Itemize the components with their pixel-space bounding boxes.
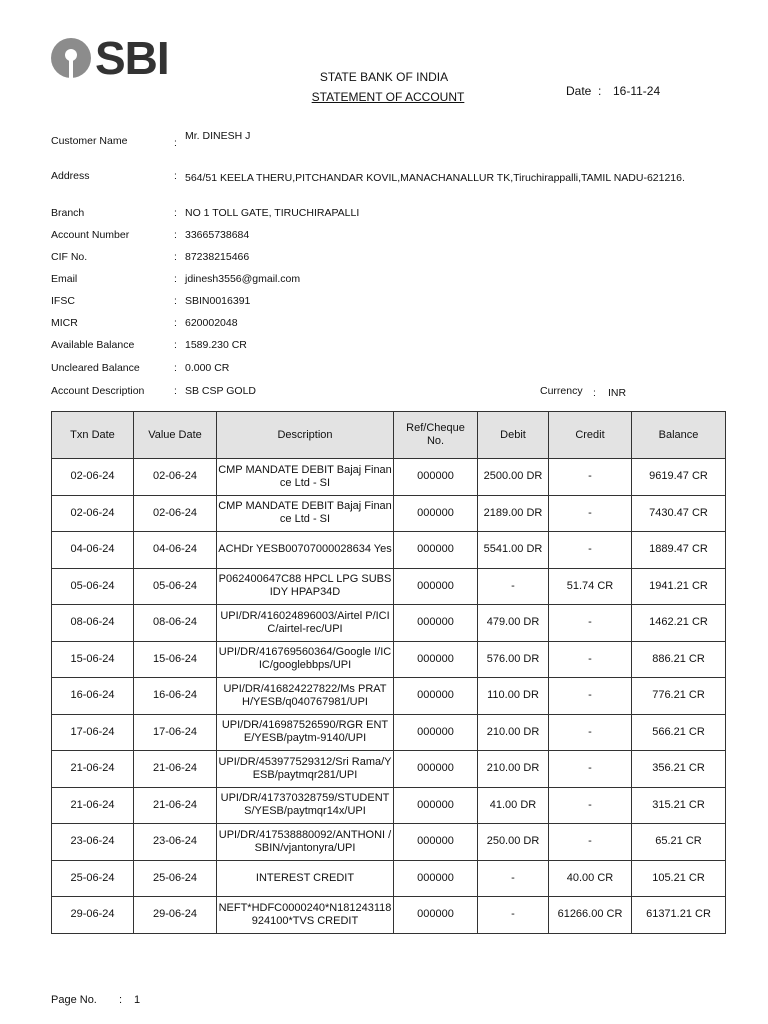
cell-value-date: 23-06-24: [134, 824, 217, 861]
cell-txn-date: 21-06-24: [52, 751, 134, 788]
cell-value-date: 15-06-24: [134, 641, 217, 678]
address-row: [0, 170, 768, 186]
transactions-table: [51, 411, 726, 934]
account-number-value: 33665738684: [185, 229, 250, 241]
cell-balance: 1941.21 CR: [632, 568, 726, 605]
field-separator: :: [174, 170, 177, 182]
cell-txn-date: 15-06-24: [52, 641, 134, 678]
cell-ref-cheque-no: 000000: [394, 532, 478, 569]
micr-row: [0, 317, 768, 333]
currency-value: INR: [608, 387, 627, 399]
cell-ref-cheque-no: 000000: [394, 495, 478, 532]
cell-description: UPI/DR/417538880092/ANTHONI /SBIN/vjantonyra/UPI: [217, 824, 394, 861]
cell-description: UPI/DR/416824227822/Ms PRATH/YESB/q040767981/UPI: [217, 678, 394, 715]
cell-txn-date: 05-06-24: [52, 568, 134, 605]
field-separator: :: [174, 207, 177, 219]
available-balance-value: 1589.230 CR: [185, 339, 247, 351]
cell-ref-cheque-no: 000000: [394, 897, 478, 934]
table-row: [52, 714, 726, 751]
table-row: [52, 787, 726, 824]
column-header-debit: Debit: [478, 412, 549, 459]
cell-debit: 2500.00 DR: [478, 459, 549, 496]
sbi-logo-text: SBI: [95, 32, 169, 84]
field-separator: :: [174, 317, 177, 329]
cell-balance: 7430.47 CR: [632, 495, 726, 532]
cell-ref-cheque-no: 000000: [394, 751, 478, 788]
field-separator: :: [174, 339, 177, 351]
ifsc-row: [0, 295, 768, 311]
uncleared-balance-value: 0.000 CR: [185, 362, 230, 374]
currency-separator: :: [593, 387, 596, 399]
cell-description: NEFT*HDFC0000240*N181243118924100*TVS CREDIT: [217, 897, 394, 934]
cell-credit: -: [549, 787, 632, 824]
date-separator: :: [598, 84, 602, 98]
cell-description: UPI/DR/416024896003/Airtel P/ICIC/airtel-rec/UPI: [217, 605, 394, 642]
available-balance-label: Available Balance: [51, 339, 135, 351]
cell-txn-date: 04-06-24: [52, 532, 134, 569]
column-header-value-date: Value Date: [134, 412, 217, 459]
table-header-row: [52, 412, 726, 459]
account-number-label: Account Number: [51, 229, 130, 241]
cell-txn-date: 02-06-24: [52, 495, 134, 532]
cell-balance: 315.21 CR: [632, 787, 726, 824]
cell-txn-date: 02-06-24: [52, 459, 134, 496]
branch-label: Branch: [51, 207, 85, 219]
cell-ref-cheque-no: 000000: [394, 459, 478, 496]
cell-credit: -: [549, 824, 632, 861]
cell-balance: 356.21 CR: [632, 751, 726, 788]
cell-credit: -: [549, 714, 632, 751]
uncleared-balance-row: [0, 362, 768, 378]
cell-ref-cheque-no: 000000: [394, 787, 478, 824]
cell-txn-date: 17-06-24: [52, 714, 134, 751]
table-row: [52, 897, 726, 934]
cell-balance: 65.21 CR: [632, 824, 726, 861]
table-row: [52, 605, 726, 642]
cell-balance: 566.21 CR: [632, 714, 726, 751]
cell-debit: 250.00 DR: [478, 824, 549, 861]
table-row: [52, 532, 726, 569]
account-description-value: SB CSP GOLD: [185, 385, 256, 397]
cell-description: ACHDr YESB00707000028634 Yes: [217, 532, 394, 569]
cell-txn-date: 29-06-24: [52, 897, 134, 934]
cell-credit: -: [549, 641, 632, 678]
cell-value-date: 02-06-24: [134, 459, 217, 496]
cell-ref-cheque-no: 000000: [394, 860, 478, 897]
cell-debit: 5541.00 DR: [478, 532, 549, 569]
field-separator: :: [174, 385, 177, 397]
field-separator: :: [174, 251, 177, 263]
page-number-separator: :: [119, 994, 123, 1006]
field-separator: :: [174, 137, 177, 149]
page-number-label: Page No.: [51, 994, 97, 1006]
cell-balance: 61371.21 CR: [632, 897, 726, 934]
email-row: [0, 273, 768, 289]
cell-txn-date: 25-06-24: [52, 860, 134, 897]
cell-debit: 41.00 DR: [478, 787, 549, 824]
cell-credit: -: [549, 678, 632, 715]
cell-txn-date: 16-06-24: [52, 678, 134, 715]
customer-name-row: [0, 130, 768, 149]
statement-date: 16-11-24: [613, 84, 661, 98]
cell-description: INTEREST CREDIT: [217, 860, 394, 897]
table-row: [52, 824, 726, 861]
cell-debit: 110.00 DR: [478, 678, 549, 715]
cell-txn-date: 23-06-24: [52, 824, 134, 861]
table-row: [52, 751, 726, 788]
ifsc-label: IFSC: [51, 295, 75, 307]
column-header-ref-cheque-no: Ref/Cheque No.: [394, 412, 478, 459]
cell-credit: -: [549, 459, 632, 496]
micr-value: 620002048: [185, 317, 238, 329]
account-description-row: [0, 385, 768, 401]
table-row: [52, 860, 726, 897]
field-separator: :: [174, 229, 177, 241]
cell-ref-cheque-no: 000000: [394, 714, 478, 751]
cell-balance: 105.21 CR: [632, 860, 726, 897]
cell-value-date: 29-06-24: [134, 897, 217, 934]
cif-row: [0, 251, 768, 267]
email-label: Email: [51, 273, 78, 285]
cell-description: UPI/DR/417370328759/STUDENTS/YESB/paytmqr14x/UPI: [217, 787, 394, 824]
cell-debit: -: [478, 897, 549, 934]
uncleared-balance-label: Uncleared Balance: [51, 362, 140, 374]
cell-txn-date: 21-06-24: [52, 787, 134, 824]
column-header-txn-date: Txn Date: [52, 412, 134, 459]
cell-value-date: 21-06-24: [134, 787, 217, 824]
field-separator: :: [174, 362, 177, 374]
address-label: Address: [51, 170, 90, 182]
cell-value-date: 05-06-24: [134, 568, 217, 605]
cif-label: CIF No.: [51, 251, 88, 263]
field-separator: :: [174, 273, 177, 285]
account-description-label: Account Description: [51, 385, 145, 397]
cell-ref-cheque-no: 000000: [394, 605, 478, 642]
cell-credit: -: [549, 751, 632, 788]
date-label: Date: [566, 84, 592, 98]
email-value: jdinesh3556@gmail.com: [185, 273, 301, 285]
cell-balance: 776.21 CR: [632, 678, 726, 715]
column-header-balance: Balance: [632, 412, 726, 459]
table-body: [52, 459, 726, 934]
branch-row: [0, 207, 768, 223]
column-header-description: Description: [217, 412, 394, 459]
cell-credit: -: [549, 495, 632, 532]
customer-name-value: Mr. DINESH J: [185, 130, 251, 142]
cell-credit: 40.00 CR: [549, 860, 632, 897]
cell-txn-date: 08-06-24: [52, 605, 134, 642]
cif-value: 87238215466: [185, 251, 250, 263]
cell-debit: 210.00 DR: [478, 714, 549, 751]
branch-value: NO 1 TOLL GATE, TIRUCHIRAPALLI: [185, 207, 360, 219]
cell-description: UPI/DR/416987526590/RGR ENTE/YESB/paytm-9140/UPI: [217, 714, 394, 751]
page-number-value: 1: [134, 994, 141, 1006]
cell-value-date: 16-06-24: [134, 678, 217, 715]
cell-debit: 576.00 DR: [478, 641, 549, 678]
cell-value-date: 25-06-24: [134, 860, 217, 897]
bank-name: STATE BANK OF INDIA: [319, 70, 449, 84]
cell-value-date: 17-06-24: [134, 714, 217, 751]
cell-debit: 210.00 DR: [478, 751, 549, 788]
cell-debit: 2189.00 DR: [478, 495, 549, 532]
table-row: [52, 568, 726, 605]
cell-description: CMP MANDATE DEBIT Bajaj Finance Ltd - SI: [217, 459, 394, 496]
table-row: [52, 495, 726, 532]
cell-description: UPI/DR/453977529312/Sri Rama/YESB/paytmqr281/UPI: [217, 751, 394, 788]
cell-value-date: 21-06-24: [134, 751, 217, 788]
cell-balance: 1462.21 CR: [632, 605, 726, 642]
available-balance-row: [0, 339, 768, 355]
cell-description: P062400647C88 HPCL LPG SUBSIDY HPAP34D: [217, 568, 394, 605]
cell-balance: 1889.47 CR: [632, 532, 726, 569]
cell-ref-cheque-no: 000000: [394, 824, 478, 861]
cell-ref-cheque-no: 000000: [394, 568, 478, 605]
statement-title: STATEMENT OF ACCOUNT: [311, 90, 465, 104]
cell-credit: -: [549, 532, 632, 569]
cell-debit: -: [478, 568, 549, 605]
cell-debit: -: [478, 860, 549, 897]
micr-label: MICR: [51, 317, 78, 329]
cell-ref-cheque-no: 000000: [394, 641, 478, 678]
column-header-credit: Credit: [549, 412, 632, 459]
cell-balance: 886.21 CR: [632, 641, 726, 678]
cell-credit: 51.74 CR: [549, 568, 632, 605]
account-number-row: [0, 229, 768, 245]
cell-value-date: 02-06-24: [134, 495, 217, 532]
cell-value-date: 08-06-24: [134, 605, 217, 642]
cell-description: UPI/DR/416769560364/Google I/ICIC/googlebbps/UPI: [217, 641, 394, 678]
table-row: [52, 641, 726, 678]
field-separator: :: [174, 295, 177, 307]
cell-description: CMP MANDATE DEBIT Bajaj Finance Ltd - SI: [217, 495, 394, 532]
cell-credit: -: [549, 605, 632, 642]
ifsc-value: SBIN0016391: [185, 295, 251, 307]
currency-label: Currency: [540, 385, 583, 397]
table-row: [52, 678, 726, 715]
table-row: [52, 459, 726, 496]
address-value: 564/51 KEELA THERU,PITCHANDAR KOVIL,MANACHANALLUR TK,Tiruchirappalli,TAMIL NADU-621216.: [185, 172, 685, 184]
customer-name-label: Customer Name: [51, 135, 128, 147]
cell-ref-cheque-no: 000000: [394, 678, 478, 715]
cell-debit: 479.00 DR: [478, 605, 549, 642]
cell-value-date: 04-06-24: [134, 532, 217, 569]
cell-balance: 9619.47 CR: [632, 459, 726, 496]
cell-credit: 61266.00 CR: [549, 897, 632, 934]
